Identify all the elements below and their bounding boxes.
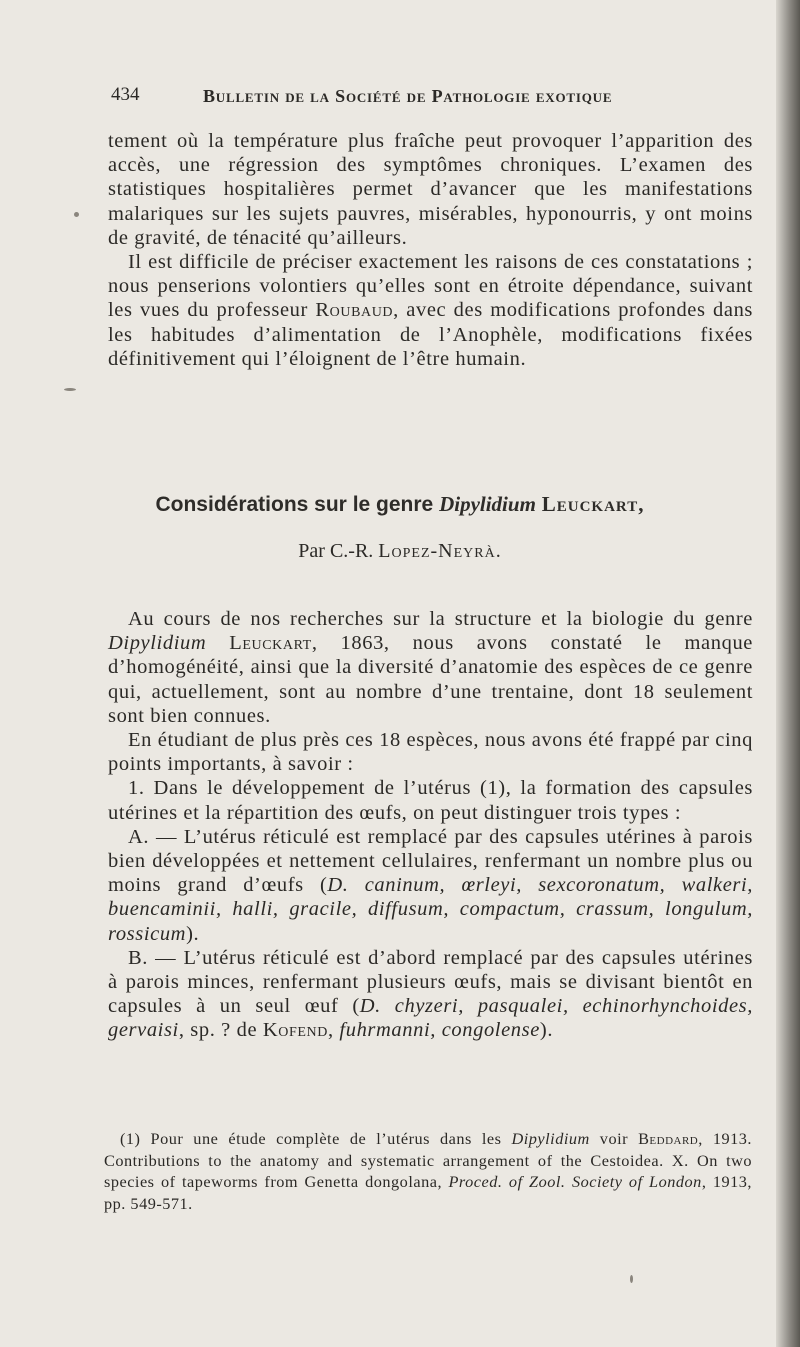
body-paragraph-1: Au cours de nos recherches sur la structure et la biologie du genre Dipylidium Leuckart, 1863, nous avons constaté le manque d’homogénéité, ainsi que la diversité d’anatomie des espèces de ce genre qui, actuellement, sont au nombre d’une trentaine, dont 18 seulement sont bien connues. — [108, 608, 753, 727]
species-list-a: D. caninum, œrleyi, sexcoronatum, walkeri, buencaminii, halli, gracile, diffusum, compactum, crassum, longulum, rossicum — [108, 874, 753, 945]
genus-name: Dipylidium — [439, 492, 536, 516]
paper-speck — [630, 1275, 633, 1283]
species-list-c: fuhrmanni, congolense — [339, 1019, 540, 1042]
author-name: Roubaud — [315, 299, 394, 322]
article-title: Considérations sur le genre Dipylidium Leuckart, — [155, 492, 645, 516]
body-paragraph-5: B. — L’utérus réticulé est d’abord remplacé par des capsules utérines à parois minces, renfermant plusieurs œufs, mais se divisant bientôt en capsules à un seul œuf (D. chyzeri, pasqualei, echinorhynchoides, gervaisi, sp. ? de Kofend, fuhrmanni, congolense). — [108, 946, 753, 1042]
body-paragraph-3: 1. Dans le développement de l’utérus (1), la formation des capsules utérines et la répartition des œufs, on peut distinguer trois types : — [108, 777, 753, 824]
body-paragraph-4: A. — L’utérus réticulé est remplacé par des capsules utérines à parois bien développées et nettement cellulaires, renfermant un nombre plus ou moins grand d’œufs (D. caninum, œrleyi, sexcoronatum, walkeri, buencaminii, halli, gracile, diffusum, compactum, crassum, longulum, rossicum). — [108, 825, 753, 945]
continuation-paragraph-2: Il est difficile de préciser exactement les raisons de ces constatations ; nous penserions volontiers qu’elles sont en étroite dépendance, suivant les vues du professeur Roubaud, avec des modifications profondes dans les habitudes d’alimentation de l’Anophèle, modifications fixées définitivement qui l’éloignent de l’être humain. — [108, 251, 753, 370]
paper-speck — [64, 388, 76, 391]
paper-speck — [74, 212, 79, 217]
article-body — [108, 607, 753, 1043]
byline-author: Lopez-Neyrà. — [378, 540, 502, 562]
title-author: Leuckart, — [541, 492, 645, 516]
page-number: 434 — [111, 84, 140, 105]
journal-name: Proced. of Zool. Society of London — [448, 1172, 702, 1191]
page-header — [111, 84, 751, 114]
body-paragraph-2: En étudiant de plus près ces 18 espèces, nous avons été frappé par cinq points importants, à savoir : — [108, 729, 753, 776]
continuation-paragraph-1: tement où la température plus fraîche peut provoquer l’apparition des accès, une régression des symptômes chroniques. L’examen des statistiques hospitalières permet d’avancer que les manifestations malariques sur les sujets pauvres, misérables, hyponourris, y ont moins de gravité, de ténacité qu’ailleurs. — [108, 130, 753, 249]
running-head: Bulletin de la Société de Pathologie exotique — [203, 86, 613, 106]
byline: Par C.-R. Lopez-Neyrà. — [298, 540, 502, 562]
previous-article-continuation — [108, 129, 753, 371]
footnote: (1) Pour une étude complète de l’utérus dans les Dipylidium voir Beddard, 1913. Contributions to the anatomy and systematic arrangement of the Cestoidea. X. On two species of tapeworms from Genetta dongolana, Proced. of Zool. Society of London, 1913, pp. 549-571. — [104, 1129, 752, 1213]
page-edge-shadow — [776, 0, 800, 1347]
species-list-b: D. chyzeri, pasqualei, echinorhynchoides, gervaisi — [108, 995, 753, 1042]
